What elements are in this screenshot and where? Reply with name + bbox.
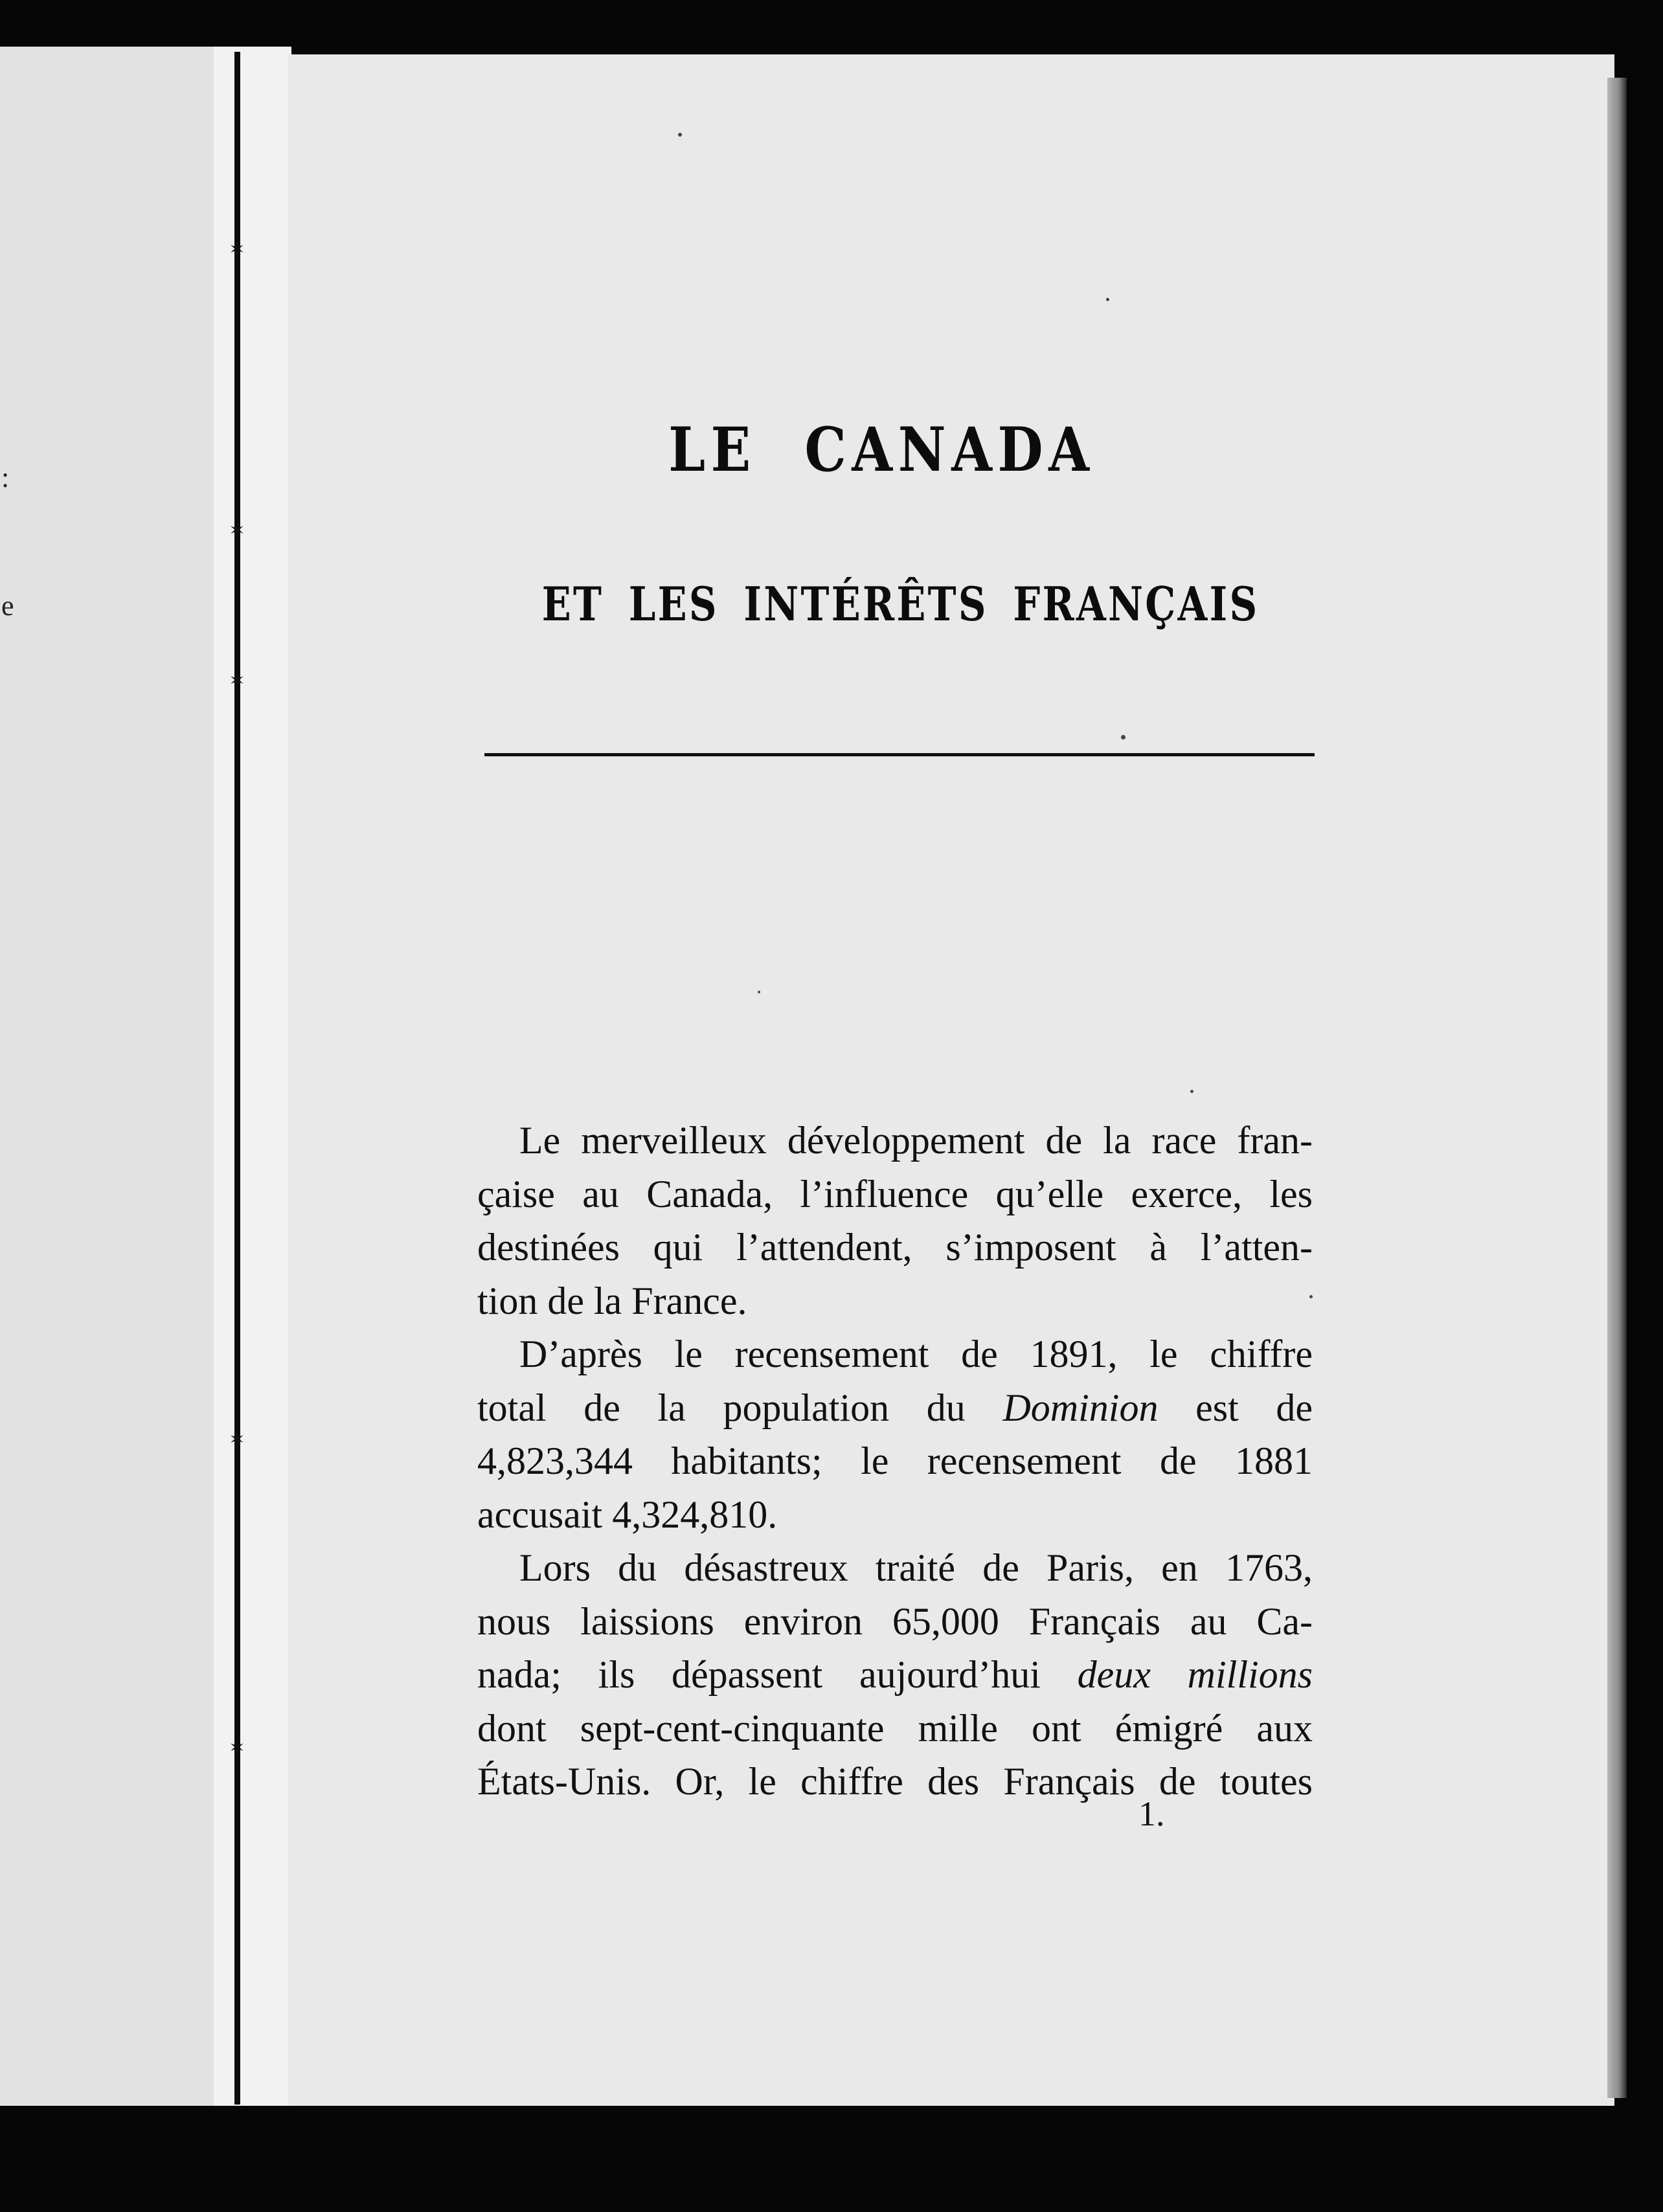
text-line: 4,823,344 habitants; le recensement de 1881 [477, 1439, 1313, 1482]
paper-speck [678, 133, 682, 137]
text-line [477, 1381, 1313, 1435]
margin-fragment: e [1, 590, 14, 622]
text-line: Lors du désastreux traité de Paris, en 1763, [519, 1546, 1313, 1589]
star-icon: ✶ [229, 519, 245, 542]
star-icon: ✶ [229, 238, 245, 261]
page-edge-stack [1607, 78, 1627, 2098]
text-line: nous laissions environ 65,000 Français au Ca- [477, 1599, 1313, 1643]
text-line: dont sept-cent-cinquante mille ont émigré aux [477, 1706, 1313, 1750]
margin-fragment: : [1, 462, 10, 493]
paper-speck [1190, 1090, 1194, 1093]
text-line: accusait 4,324,810. [477, 1493, 778, 1536]
title-rule [484, 753, 1315, 756]
star-icon: ✶ [229, 1428, 245, 1451]
text-segment: nada; ils dépassent aujourd’hui [477, 1653, 1041, 1696]
star-icon: ✶ [229, 670, 245, 692]
page-subtitle: ET LES INTÉRÊTS FRANÇAIS [541, 576, 1260, 631]
paragraph [477, 1541, 1313, 1809]
paragraph [477, 1114, 1313, 1327]
text-line [477, 1648, 1313, 1702]
text-segment: est de [1195, 1386, 1313, 1429]
text-segment: total de la population du [477, 1386, 966, 1429]
paragraph [477, 1327, 1313, 1541]
italic-term: deux millions [1077, 1653, 1313, 1696]
binding-gutter [214, 47, 291, 2106]
italic-term: Dominion [1002, 1386, 1159, 1429]
text-line: D’après le recensement de 1891, le chiffre [519, 1333, 1313, 1375]
text-line: États-Unis. Or, le chiffre des Français de toutes [477, 1760, 1313, 1803]
page-number: 1. [1138, 1794, 1165, 1833]
text-line: Le merveilleux développement de la race fran- [519, 1119, 1313, 1162]
paper-speck [1121, 735, 1126, 739]
paper-speck [1309, 1295, 1313, 1298]
text-line: destinées qui l’attendent, s’imposent à l’atten- [477, 1226, 1313, 1269]
paper-speck [758, 991, 760, 993]
text-line: çaise au Canada, l’influence qu’elle exerce, les [477, 1172, 1313, 1215]
text-line: tion de la France. [477, 1279, 747, 1322]
left-page-edge [0, 47, 214, 2106]
paper-speck [1106, 298, 1109, 301]
star-icon: ✶ [229, 1737, 245, 1759]
body-text [477, 1114, 1313, 1809]
binding-thread [234, 52, 240, 2105]
page-title: LE CANADA [668, 414, 1095, 486]
